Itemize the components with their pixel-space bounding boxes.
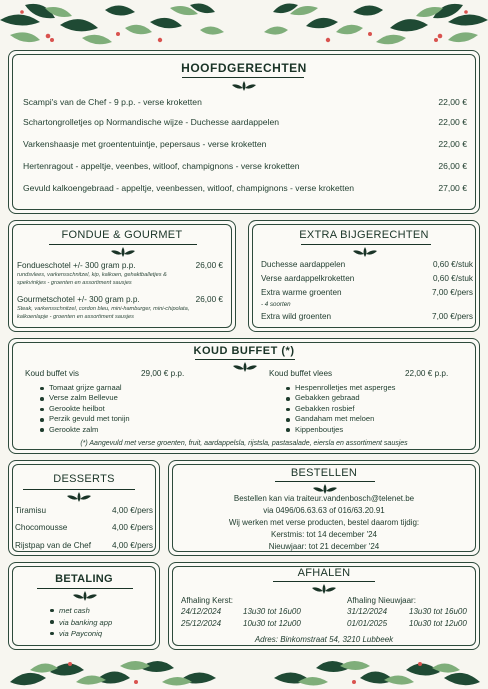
afhalen-address: Adres: Binkomstraat 54, 3210 Lubbeek (254, 635, 394, 644)
dessert-name-2: Chocomousse (15, 523, 68, 532)
list-item: met cash (47, 605, 112, 617)
dessert-price-3: 4,00 €/pers (112, 541, 153, 550)
hoofdgerecht-name-5: Gevuld kalkoengebraad - appeltje, veenbessen, witloof, champignons - verse kroketten (23, 183, 355, 193)
koud-buffet-panel (8, 338, 480, 454)
betaling-list (47, 605, 112, 640)
afhaling-kerst-date-1: 24/12/2024 (181, 607, 222, 616)
afhaling-kerst-time-1: 13u30 tot 16u00 (243, 607, 301, 616)
title-underline (182, 77, 304, 78)
fondue-price: 26,00 € (195, 261, 223, 270)
list-item: via Payconiq (47, 628, 112, 640)
bijgerecht-price-3: 7,00 €/pers (432, 288, 473, 297)
hoofdgerecht-price-2: 22,00 € (438, 117, 467, 127)
koud-vis-label: Koud buffet vis (25, 369, 80, 378)
list-item: Verse zalm Bellevue (37, 393, 130, 403)
gourmet-name: Gourmetschotel +/- 300 gram p.p. (17, 295, 140, 304)
list-item: Gebakken gebraad (283, 393, 395, 403)
sprig-icon (64, 490, 94, 508)
bestellen-nieuwjaar-deadline: Nieuwjaar: tot 21 december '24 (268, 542, 380, 551)
dessert-price-2: 4,00 €/pers (112, 523, 153, 532)
fondue-name: Fondueschotel +/- 300 gram p.p. (17, 261, 136, 270)
koud-vis-list (37, 383, 130, 435)
afhaling-kerst-time-2: 10u30 tot 12u00 (243, 619, 301, 628)
bestellen-title: BESTELLEN (290, 467, 358, 479)
sprig-icon (229, 79, 259, 97)
bestellen-kerst-deadline: Kerstmis: tot 14 december '24 (270, 530, 378, 539)
koud-buffet-title: KOUD BUFFET (*) (193, 345, 295, 357)
hoofdgerechten-title: HOOFDGERECHTEN (181, 61, 307, 75)
bijgerecht-name-3: Extra warme groenten (261, 288, 342, 297)
afhaling-kerst-label: Afhaling Kerst: (181, 596, 234, 605)
hoofdgerecht-name-3: Varkenshaasje met groententuintje, pepersaus - verse kroketten (23, 139, 267, 149)
list-item: Tomaat grijze garnaal (37, 383, 130, 393)
bijgerecht-price-1: 0,60 €/stuk (432, 260, 473, 269)
hoofdgerecht-price-5: 27,00 € (438, 183, 467, 193)
bijgerechten-title: EXTRA BIJGERECHTEN (299, 229, 429, 241)
betaling-title: BETALING (55, 573, 113, 585)
afhalen-panel (168, 562, 480, 650)
list-item: Hespenrolletjes met asperges (283, 383, 395, 393)
afhaling-nieuwjaar-date-1: 31/12/2024 (347, 607, 388, 616)
bijgerecht-name-1: Duchesse aardappelen (261, 260, 346, 269)
hoofdgerecht-name-1: Scampi's van de Chef - 9 p.p. - verse kroketten (23, 97, 202, 107)
bijgerecht-price-4: 7,00 €/pers (432, 312, 473, 321)
koud-vlees-label: Koud buffet vlees (269, 369, 333, 378)
koud-buffet-note: (*) Aangevuld met verse groenten, fruit, aardappelsla, rijstsla, pastasalade, eiersla en assortiment sausjes (80, 440, 408, 447)
koud-vis-price: 29,00 € p.p. (141, 369, 185, 378)
top-right-foliage (263, 0, 488, 55)
bijgerecht-price-2: 0,60 €/stuk (432, 274, 473, 283)
koud-vlees-price: 22,00 € p.p. (405, 369, 449, 378)
betaling-panel (8, 562, 160, 650)
hoofdgerecht-name-2: Schartongrolletjes op Normandische wijze - Duchesse aardappelen (23, 117, 280, 127)
bijgerecht-name-4: Extra wild groenten (261, 312, 332, 321)
afhaling-nieuwjaar-date-2: 01/01/2025 (347, 619, 388, 628)
afhaling-nieuwjaar-time-2: 10u30 tot 12u00 (409, 619, 467, 628)
bijgerecht-note: - 4 soorten (261, 301, 291, 308)
desserts-title: DESSERTS (53, 473, 115, 485)
hoofdgerecht-name-4: Hertenragout - appeltje, veenbes, witloof, champignons - verse kroketten (23, 161, 300, 171)
fondue-title: FONDUE & GOURMET (61, 229, 183, 241)
top-left-foliage (0, 0, 225, 55)
list-item: Gandaham met meloen (283, 414, 395, 424)
bestellen-email-line: Bestellen kan via traiteur.vandenbosch@telenet.be (233, 494, 415, 503)
fondue-description: rundsvlees, varkensschnitzel, kip, kalkoen, gehaktballetjes & spekvinkjes - groenten en assortiment sausjes (17, 272, 167, 286)
bestellen-phone-line: via 0496/06.63.63 of 016/63.20.91 (263, 506, 385, 515)
bijgerecht-name-2: Verse aardappelkroketten (261, 274, 355, 283)
list-item: Perzik gevuld met tonijn (37, 414, 130, 424)
sprig-icon (309, 582, 339, 600)
afhaling-kerst-date-2: 25/12/2024 (181, 619, 222, 628)
sprig-icon (350, 245, 380, 263)
bottom-right-foliage (270, 652, 480, 689)
afhaling-nieuwjaar-time-1: 13u30 tot 16u00 (409, 607, 467, 616)
list-item: Gebakken rosbief (283, 404, 395, 414)
gourmet-price: 26,00 € (195, 295, 223, 304)
dessert-price-1: 4,00 €/pers (112, 506, 153, 515)
koud-vlees-list (283, 383, 395, 435)
hoofdgerechten-panel (8, 50, 480, 214)
hoofdgerecht-price-1: 22,00 € (438, 97, 467, 107)
bestellen-notice-line: Wij werken met verse producten, bestel daarom tijdig: (228, 518, 420, 527)
gourmet-description: Steak, varkensschnitzel, cordon bleu, mini-hamburger, mini-chipolata, kalkoenlapje - groenten en assortiment sausjes (17, 306, 190, 320)
desserts-panel (8, 460, 160, 556)
list-item: Gerookte zalm (37, 425, 130, 435)
hoofdgerecht-price-4: 26,00 € (438, 161, 467, 171)
list-item: Gerookte heilbot (37, 404, 130, 414)
afhalen-title: AFHALEN (297, 567, 351, 579)
bottom-left-foliage (10, 652, 220, 689)
sprig-icon (230, 360, 260, 378)
dessert-name-1: Tiramisu (15, 506, 47, 515)
bijgerechten-panel (248, 220, 480, 332)
list-item: via banking app (47, 617, 112, 629)
list-item: Kippenboutjes (283, 425, 395, 435)
bestellen-panel (168, 460, 480, 556)
fondue-panel (8, 220, 236, 332)
dessert-name-3: Rijstpap van de Chef (15, 541, 92, 550)
afhaling-nieuwjaar-label: Afhaling Nieuwjaar: (347, 596, 416, 605)
hoofdgerecht-price-3: 22,00 € (438, 139, 467, 149)
